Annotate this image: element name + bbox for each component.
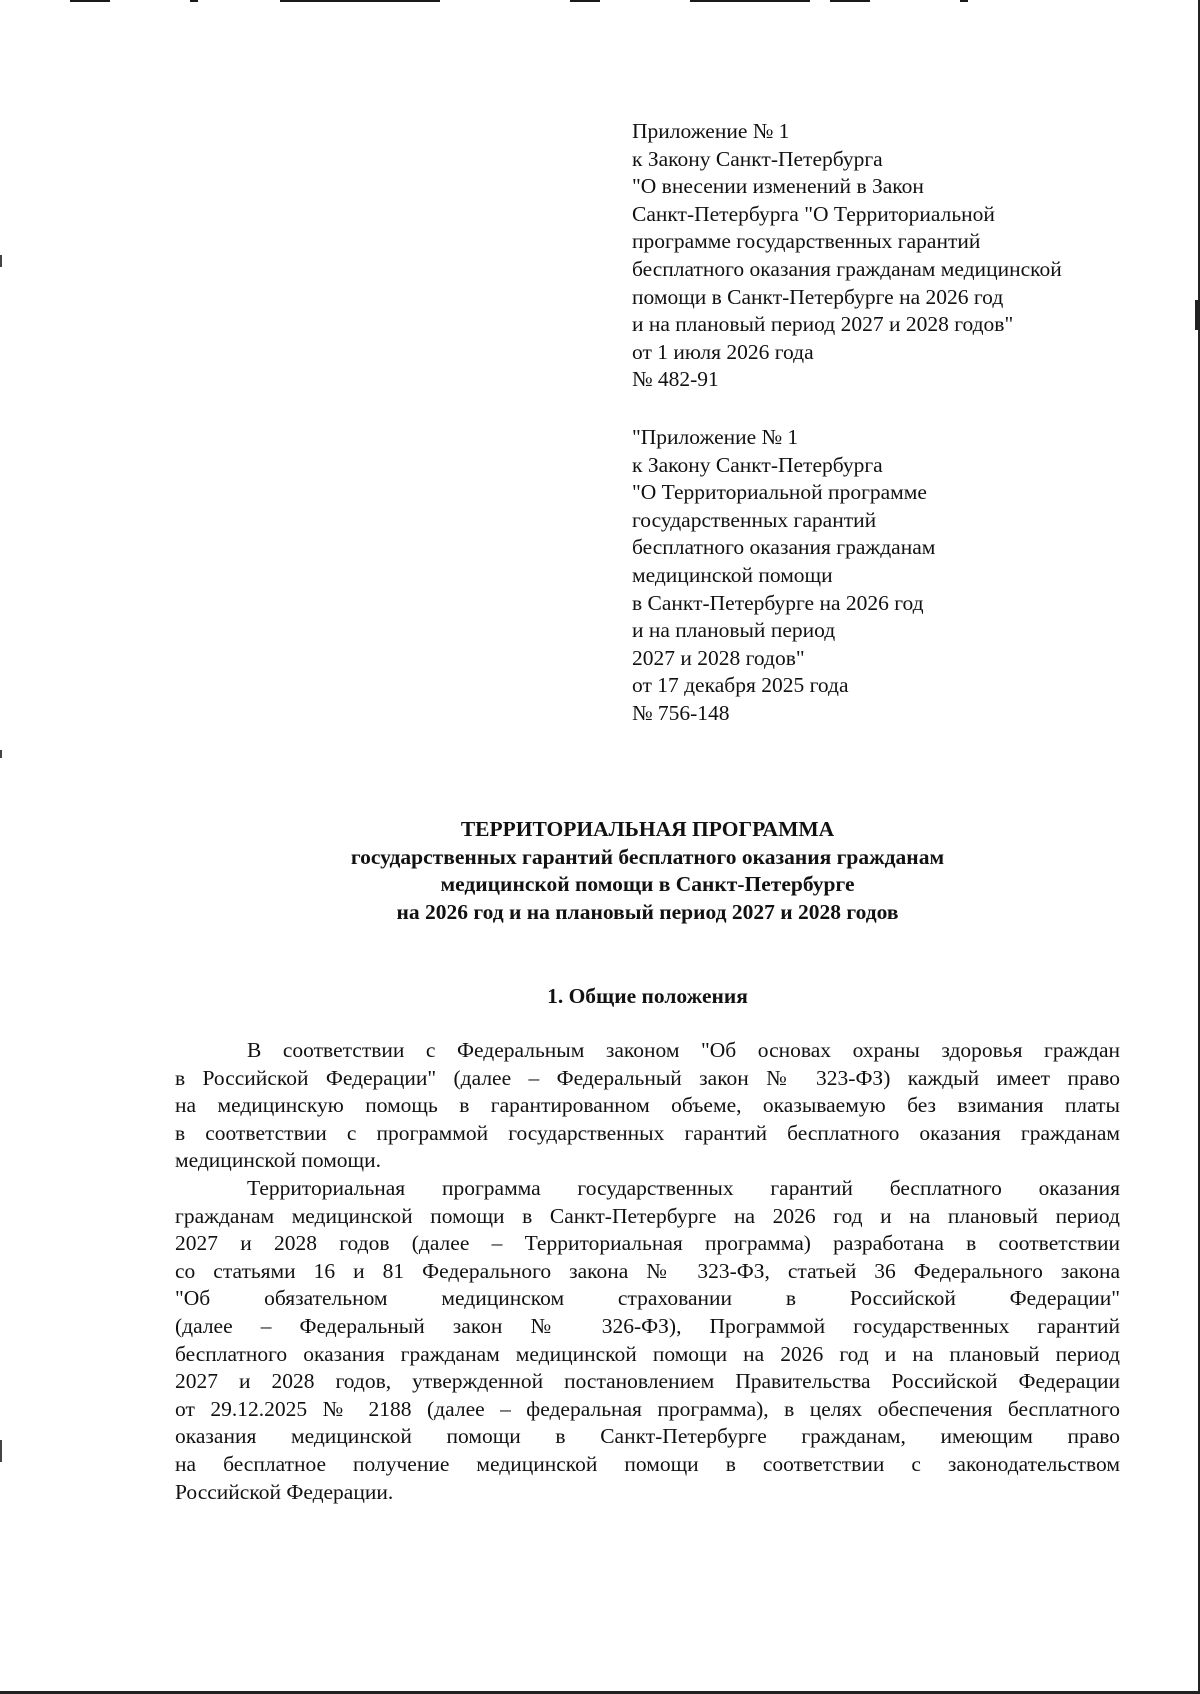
- appendix-line: от 17 декабря 2025 года: [632, 673, 849, 698]
- paragraph-line: в соответствии с программой государственных гарантий бесплатного оказания гражданам: [175, 1120, 1120, 1145]
- paragraph-line: медицинской помощи.: [175, 1148, 381, 1173]
- paragraph-line: В соответствии с Федеральным законом "Об основах охраны здоровья граждан: [247, 1038, 1120, 1062]
- paragraph-1: [175, 1037, 1120, 1175]
- paragraph-line: на бесплатное получение медицинской помощи в соответствии с законодательством: [175, 1451, 1120, 1476]
- appendix-line: бесплатного оказания гражданам: [632, 535, 936, 560]
- appendix-line: государственных гарантий: [632, 507, 877, 532]
- title-line: медицинской помощи в Санкт-Петербурге: [440, 872, 855, 897]
- appendix-line: Приложение № 1: [632, 119, 790, 143]
- paragraph-line: от 29.12.2025 № 2188 (далее – федеральная программа), в целях обеспечения бесплатного: [175, 1396, 1120, 1421]
- paragraph-line: "Об обязательном медицинском страховании в Российской Федерации": [175, 1286, 1120, 1311]
- paragraph-2: [175, 1175, 1120, 1506]
- paragraph-line: на медицинскую помощь в гарантированном объеме, оказываемую без взимания платы: [175, 1093, 1120, 1118]
- appendix-line: к Закону Санкт-Петербурга: [632, 452, 883, 477]
- appendix-line: в Санкт-Петербурге на 2026 год: [632, 590, 924, 615]
- appendix-line: и на плановый период 2027 и 2028 годов": [632, 312, 1014, 337]
- appendix-line: "Приложение № 1: [632, 425, 799, 449]
- paragraph-line: в Российской Федерации" (далее – Федеральный закон № 323-ФЗ) каждый имеет право: [175, 1065, 1120, 1090]
- appendix-line: от 1 июля 2026 года: [632, 339, 814, 364]
- scan-left-tick: [0, 1440, 2, 1462]
- document-title: [175, 816, 1120, 926]
- paragraph-line: 2027 и 2028 годов, утвержденной постановлением Правительства Российской Федерации: [175, 1369, 1120, 1394]
- paragraph-line: бесплатного оказания гражданам медицинской помощи на 2026 год и на плановый период: [175, 1341, 1120, 1366]
- paragraph-line: со статьями 16 и 81 Федерального закона № 323-ФЗ, статьей 36 Федерального закона: [175, 1258, 1120, 1283]
- appendix-line: к Закону Санкт-Петербурга: [632, 146, 883, 171]
- appendix-line: "О внесении изменений в Закон: [632, 174, 924, 199]
- appendix-line: 2027 и 2028 годов": [632, 645, 805, 670]
- paragraph-line: Российской Федерации.: [175, 1479, 394, 1504]
- appendix-line: бесплатного оказания гражданам медицинской: [632, 256, 1062, 281]
- paragraph-line: оказания медицинской помощи в Санкт-Петербурге гражданам, имеющим право: [175, 1424, 1120, 1449]
- paragraph-line: (далее – Федеральный закон № 326-ФЗ), Программой государственных гарантий: [175, 1313, 1120, 1338]
- appendix-line: Санкт-Петербурга "О Территориальной: [632, 201, 995, 226]
- scan-left-tick: [0, 750, 2, 758]
- title-line: государственных гарантий бесплатного оказания гражданам: [350, 844, 945, 869]
- appendix-line: "О Территориальной программе: [632, 480, 927, 505]
- scan-left-tick: [0, 255, 2, 267]
- title-line: ТЕРРИТОРИАЛЬНАЯ ПРОГРАММА: [460, 817, 835, 841]
- appendix-line: и на плановый период: [632, 618, 836, 643]
- appendix-header-current: [632, 118, 1152, 394]
- section-body: [175, 1037, 1120, 1506]
- appendix-line: № 482-91: [632, 367, 719, 392]
- appendix-line: медицинской помощи: [632, 562, 833, 587]
- section-heading: 1. Общие положения: [547, 984, 748, 1008]
- scan-top-edge: [0, 0, 1200, 4]
- appendix-line: № 756-148: [632, 700, 730, 725]
- paragraph-line: 2027 и 2028 годов (далее – Территориальная программа) разработана в соответствии: [175, 1231, 1120, 1256]
- paragraph-line: гражданам медицинской помощи в Санкт-Петербурге на 2026 год и на плановый период: [175, 1203, 1120, 1228]
- paragraph-line: Территориальная программа государственных гарантий бесплатного оказания: [247, 1175, 1120, 1200]
- title-line: на 2026 год и на плановый период 2027 и 2028 годов: [396, 899, 899, 924]
- scan-right-tick: [1195, 300, 1198, 330]
- appendix-line: помощи в Санкт-Петербурге на 2026 год: [632, 284, 1004, 309]
- appendix-line: программе государственных гарантий: [632, 229, 981, 254]
- appendix-header-original: [632, 424, 1152, 728]
